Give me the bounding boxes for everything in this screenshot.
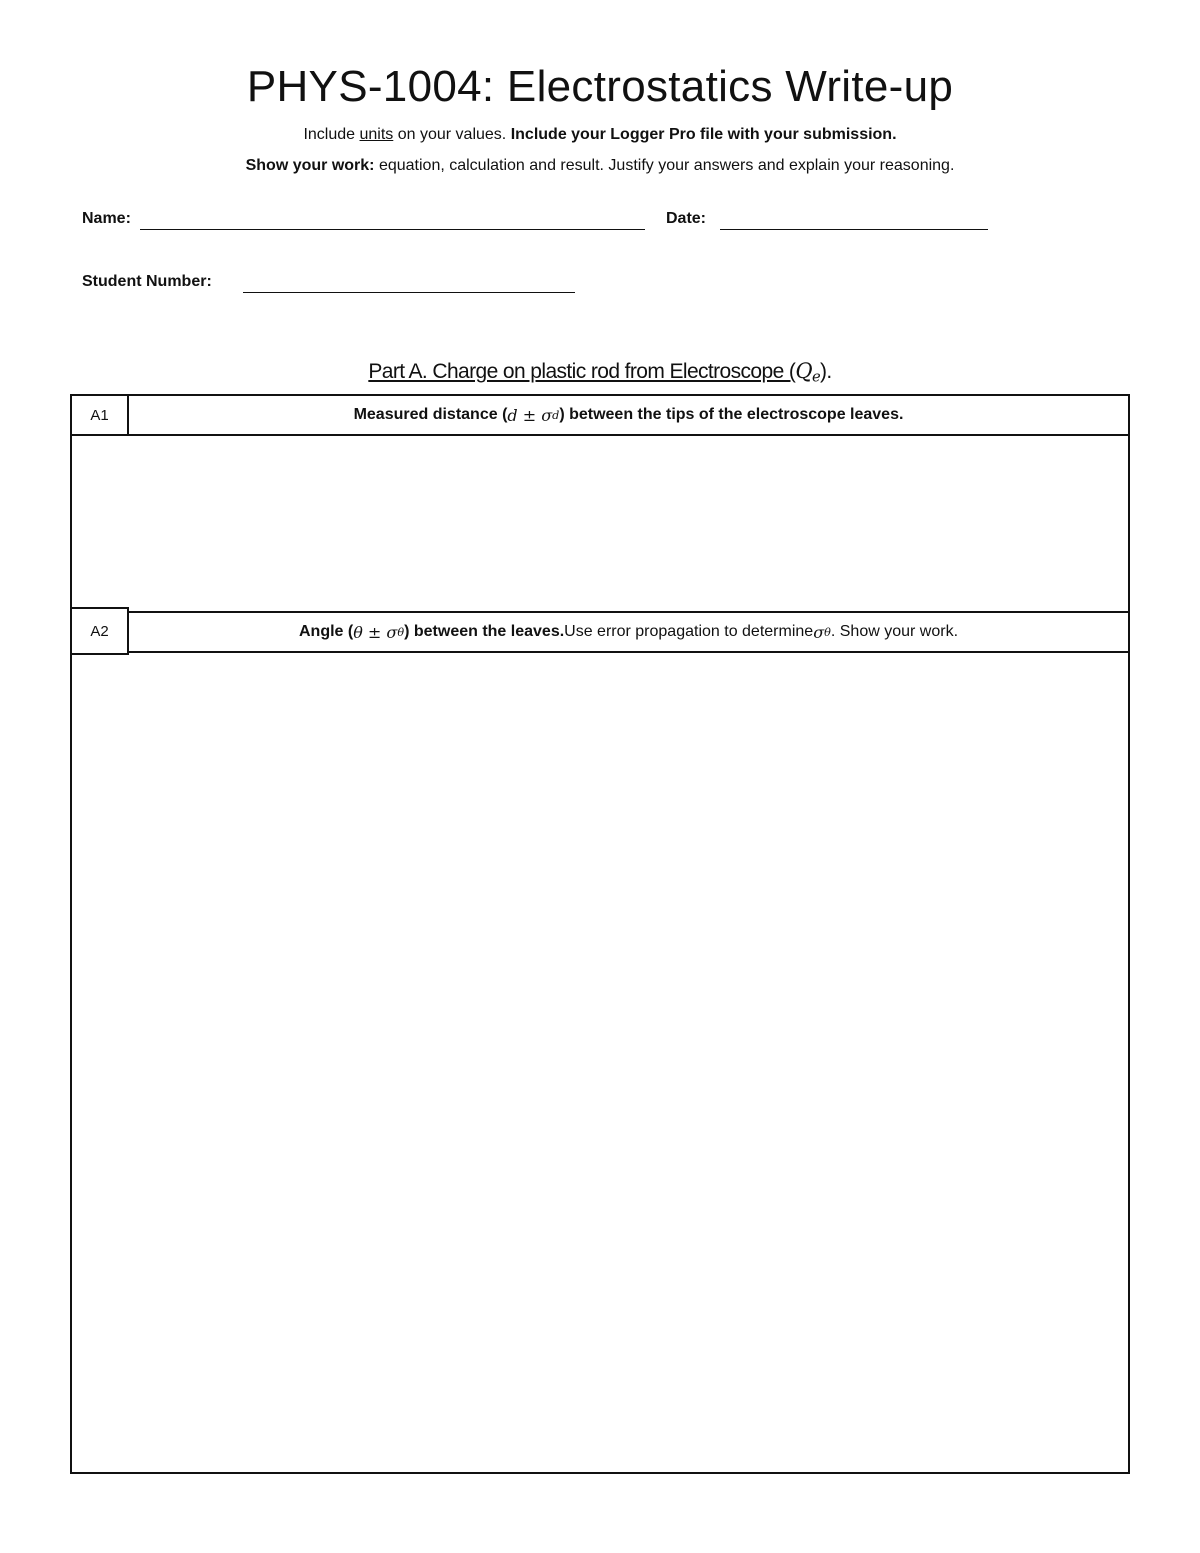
logger-pro-instruction: Include your Logger Pro file with your submission. — [510, 126, 897, 143]
student-number-field[interactable] — [243, 292, 575, 293]
answer-area-a1[interactable] — [72, 436, 1128, 611]
question-text-a2 — [129, 613, 1128, 651]
units-emphasis: units — [359, 126, 394, 143]
question-id-a2: A2 — [70, 607, 129, 655]
math-expression: θ ± σ — [353, 622, 398, 642]
math-subscript: θ — [397, 625, 405, 639]
question-id-a1: A1 — [72, 396, 129, 434]
instructions-text: on your values. — [393, 126, 511, 143]
question-text: ) between the tips of the electroscope leaves. — [559, 406, 904, 423]
instructions-line-1 — [0, 126, 1200, 144]
math-expression: σ — [813, 622, 825, 642]
instructions-text: equation, calculation and result. Justify your answers and explain your reasoning. — [374, 157, 955, 174]
charge-subscript: e — [811, 368, 821, 386]
student-number-label: Student Number: — [82, 273, 212, 290]
instructions-line-2 — [0, 157, 1200, 175]
question-text-a1 — [129, 396, 1128, 434]
question-text: . Show your work. — [830, 623, 959, 640]
question-text: Measured distance ( — [353, 406, 508, 423]
date-label: Date: — [666, 210, 707, 227]
question-text: Use error propagation to determine — [564, 623, 814, 640]
part-a-title — [0, 359, 1200, 386]
math-subscript: d — [552, 408, 560, 422]
show-work-label: Show your work: — [245, 157, 375, 174]
part-a-table — [70, 394, 1130, 1474]
question-text: ) between the leaves. — [404, 623, 565, 640]
charge-symbol: Q — [795, 359, 812, 383]
question-row-a1 — [72, 396, 1128, 436]
question-row-a2 — [72, 611, 1128, 653]
math-expression: d ± σ — [507, 405, 553, 425]
name-field[interactable] — [140, 229, 645, 230]
date-field[interactable] — [720, 229, 988, 230]
question-text: Angle ( — [298, 623, 354, 640]
name-label: Name: — [82, 210, 131, 227]
math-subscript: θ — [824, 625, 831, 639]
instructions-text: Include — [303, 126, 360, 143]
answer-area-a2[interactable] — [72, 653, 1128, 1472]
part-a-title-text: Part A. Charge on plastic rod from Electroscope ( — [368, 360, 796, 383]
page-title: PHYS-1004: Electrostatics Write-up — [246, 62, 954, 111]
part-a-title-suffix: ). — [820, 360, 832, 383]
